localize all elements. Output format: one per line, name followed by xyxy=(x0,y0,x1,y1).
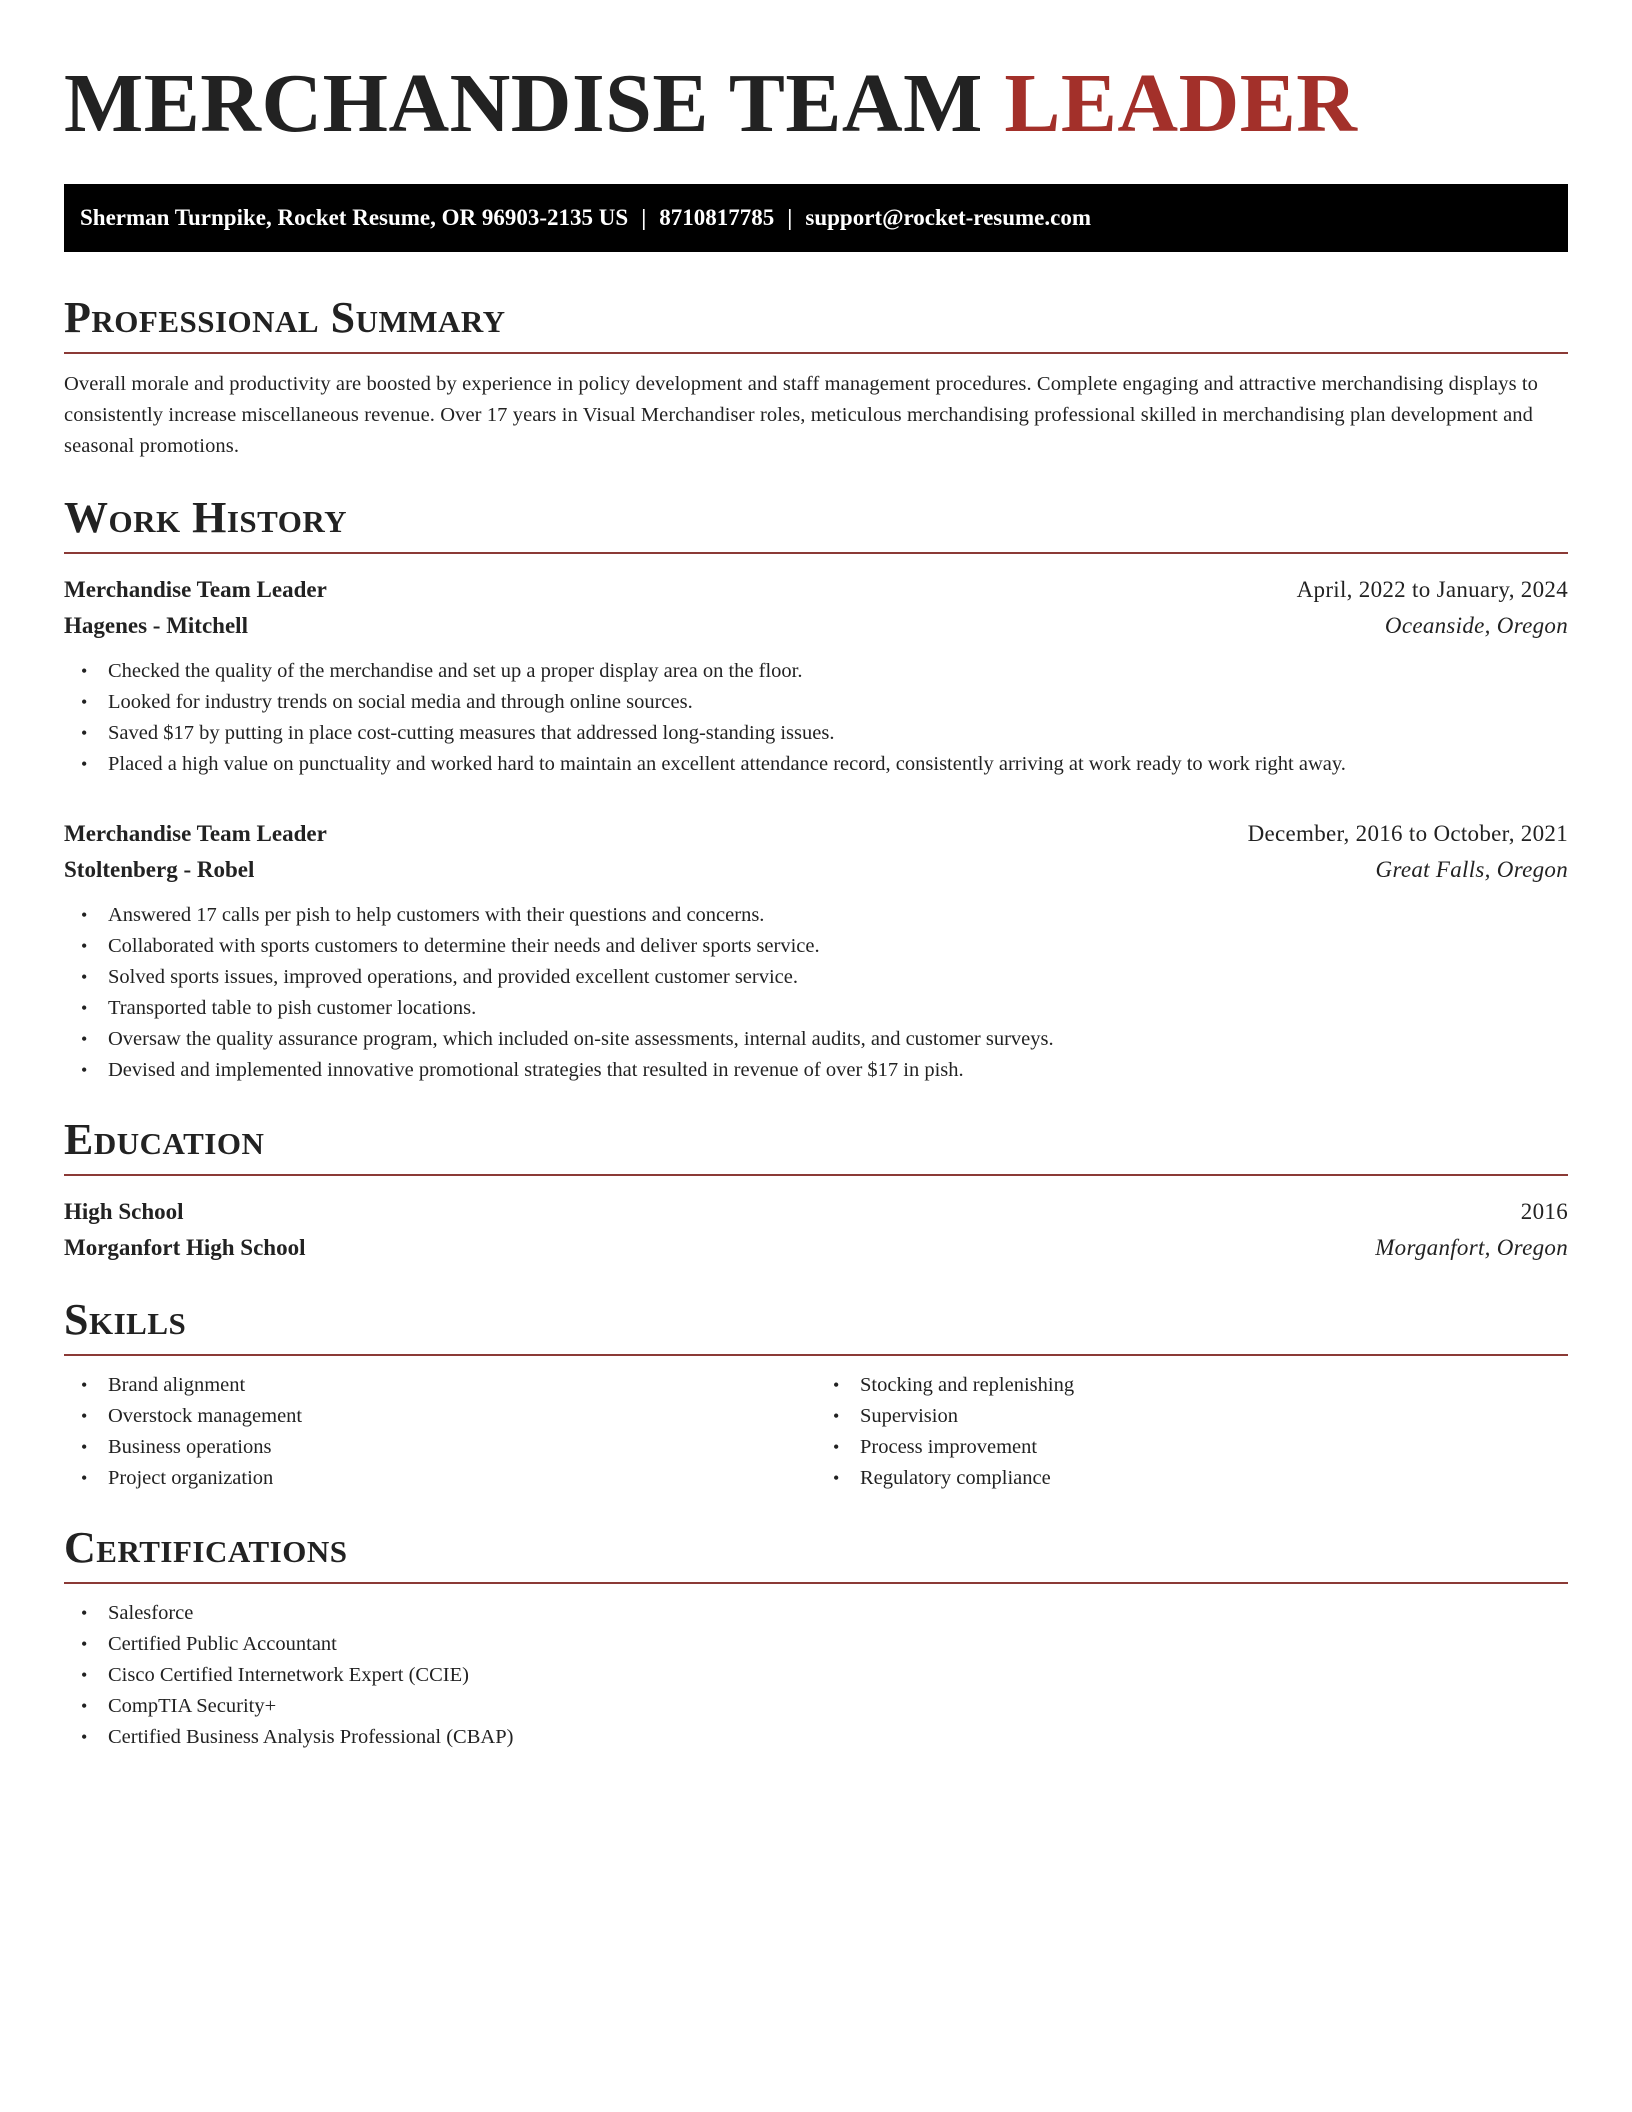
education-entry xyxy=(64,1194,1568,1266)
list-item xyxy=(64,1629,1568,1660)
bullet-icon: • xyxy=(833,1406,840,1426)
bullet-text: Collaborated with sports customers to determine their needs and deliver sports service. xyxy=(108,935,820,957)
skill-text: Brand alignment xyxy=(108,1374,246,1396)
list-item xyxy=(64,687,1568,718)
bullet-icon: • xyxy=(81,905,88,925)
list-item xyxy=(816,1432,1568,1463)
work-history-section xyxy=(64,492,1568,1086)
bullet-icon: • xyxy=(81,1375,88,1395)
job-company: Hagenes - Mitchell xyxy=(64,613,248,638)
contact-address: Sherman Turnpike, Rocket Resume, OR 96903-2135 US xyxy=(80,205,629,230)
bullet-text: Solved sports issues, improved operations, and provided excellent customer service. xyxy=(108,966,799,988)
bullet-text: Looked for industry trends on social media and through online sources. xyxy=(108,691,693,713)
contact-separator: | xyxy=(787,205,793,230)
job-company-row xyxy=(64,608,1568,644)
bullet-icon: • xyxy=(81,1665,88,1685)
list-item xyxy=(64,931,1568,962)
skills-heading: Skills xyxy=(64,1294,1568,1356)
bullet-icon: • xyxy=(833,1468,840,1488)
list-item xyxy=(64,656,1568,687)
list-item xyxy=(64,1432,816,1463)
certification-text: Cisco Certified Internetwork Expert (CCIE) xyxy=(108,1664,469,1686)
summary-heading: Professional Summary xyxy=(64,292,1568,354)
list-item xyxy=(64,1024,1568,1055)
bullet-text: Devised and implemented innovative promotional strategies that resulted in revenue of over $17 in pish. xyxy=(108,1059,964,1081)
education-section xyxy=(64,1114,1568,1266)
skill-text: Supervision xyxy=(860,1405,958,1427)
list-item xyxy=(64,1370,816,1401)
skills-column-left xyxy=(64,1370,816,1494)
summary-section xyxy=(64,292,1568,462)
job-location: Oceanside, Oregon xyxy=(1384,613,1568,638)
bullet-text: Transported table to pish customer locations. xyxy=(108,997,477,1019)
job-bullets xyxy=(64,656,1568,780)
list-item xyxy=(64,749,1568,780)
list-item xyxy=(64,718,1568,749)
education-degree: High School xyxy=(64,1199,184,1224)
certification-text: Salesforce xyxy=(108,1602,194,1624)
bullet-icon: • xyxy=(833,1375,840,1395)
job-dates: December, 2016 to October, 2021 xyxy=(1247,821,1568,846)
education-year: 2016 xyxy=(1520,1199,1568,1224)
list-item xyxy=(64,1463,816,1494)
list-item xyxy=(64,993,1568,1024)
skills-list xyxy=(816,1370,1568,1494)
bullet-icon: • xyxy=(81,1468,88,1488)
bullet-text: Saved $17 by putting in place cost-cutting measures that addressed long-standing issues. xyxy=(108,722,835,744)
bullet-icon: • xyxy=(833,1437,840,1457)
bullet-icon: • xyxy=(81,1406,88,1426)
job-company: Stoltenberg - Robel xyxy=(64,857,255,882)
bullet-icon: • xyxy=(81,723,88,743)
bullet-icon: • xyxy=(81,1603,88,1623)
list-item xyxy=(64,1722,1568,1753)
skill-text: Regulatory compliance xyxy=(860,1467,1051,1489)
job-dates: April, 2022 to January, 2024 xyxy=(1296,577,1568,602)
skill-text: Project organization xyxy=(108,1467,274,1489)
list-item xyxy=(64,900,1568,931)
certifications-section xyxy=(64,1522,1568,1753)
job-entry xyxy=(64,816,1568,1086)
skill-text: Process improvement xyxy=(860,1436,1038,1458)
bullet-text: Answered 17 calls per pish to help customers with their questions and concerns. xyxy=(108,904,765,926)
job-company-row xyxy=(64,852,1568,888)
certification-text: CompTIA Security+ xyxy=(108,1695,277,1717)
list-item xyxy=(816,1463,1568,1494)
bullet-icon: • xyxy=(81,967,88,987)
bullet-icon: • xyxy=(81,936,88,956)
education-school-row xyxy=(64,1230,1568,1266)
bullet-icon: • xyxy=(81,754,88,774)
skills-section xyxy=(64,1294,1568,1494)
certifications-list xyxy=(64,1598,1568,1753)
skills-list xyxy=(64,1370,816,1494)
summary-text: Overall morale and productivity are boosted by experience in policy development and staff management procedures. Complete engaging and attractive merchandising displays to consistently increase miscellaneous revenue. Over 17 years in Visual Merchandiser roles, meticulous merchandising professional skilled in merchandising plan development and seasonal promotions. xyxy=(64,373,1539,457)
job-title-row xyxy=(64,572,1568,608)
name-last: LEADER xyxy=(1004,57,1358,150)
list-item xyxy=(64,1055,1568,1086)
bullet-icon: • xyxy=(81,998,88,1018)
education-location: Morganfort, Oregon xyxy=(1375,1235,1568,1260)
job-role: Merchandise Team Leader xyxy=(64,821,327,846)
list-item xyxy=(64,1691,1568,1722)
list-item xyxy=(64,962,1568,993)
contact-email: support@rocket-resume.com xyxy=(805,205,1092,230)
education-school: Morganfort High School xyxy=(64,1235,306,1260)
job-title-row xyxy=(64,816,1568,852)
list-item xyxy=(816,1370,1568,1401)
resume-name xyxy=(64,56,1568,152)
skill-text: Overstock management xyxy=(108,1405,303,1427)
education-degree-row xyxy=(64,1194,1568,1230)
bullet-icon: • xyxy=(81,1696,88,1716)
bullet-text: Checked the quality of the merchandise and set up a proper display area on the floor. xyxy=(108,660,803,682)
contact-phone: 8710817785 xyxy=(659,205,775,230)
list-item xyxy=(816,1401,1568,1432)
certification-text: Certified Business Analysis Professional (CBAP) xyxy=(108,1726,514,1748)
bullet-icon: • xyxy=(81,692,88,712)
bullet-icon: • xyxy=(81,1727,88,1747)
work-history-heading: Work History xyxy=(64,492,1568,554)
bullet-text: Placed a high value on punctuality and worked hard to maintain an excellent attendance record, consistently arriving at work ready to work right away. xyxy=(108,753,1346,775)
certifications-heading: Certifications xyxy=(64,1522,1568,1584)
list-item xyxy=(64,1598,1568,1629)
job-location: Great Falls, Oregon xyxy=(1375,857,1568,882)
skills-column-right xyxy=(816,1370,1568,1494)
job-role: Merchandise Team Leader xyxy=(64,577,327,602)
education-heading: Education xyxy=(64,1114,1568,1176)
bullet-icon: • xyxy=(81,1437,88,1457)
list-item xyxy=(64,1401,816,1432)
skills-grid xyxy=(64,1370,1568,1494)
skill-text: Stocking and replenishing xyxy=(860,1374,1075,1396)
contact-separator: | xyxy=(641,205,647,230)
job-bullets xyxy=(64,900,1568,1086)
bullet-icon: • xyxy=(81,661,88,681)
skill-text: Business operations xyxy=(108,1436,272,1458)
contact-bar xyxy=(64,184,1568,252)
bullet-icon: • xyxy=(81,1029,88,1049)
bullet-icon: • xyxy=(81,1634,88,1654)
job-entry xyxy=(64,572,1568,780)
list-item xyxy=(64,1660,1568,1691)
bullet-text: Oversaw the quality assurance program, which included on-site assessments, internal audits, and customer surveys. xyxy=(108,1028,1054,1050)
bullet-icon: • xyxy=(81,1060,88,1080)
certification-text: Certified Public Accountant xyxy=(108,1633,337,1655)
name-first: MERCHANDISE TEAM xyxy=(64,57,983,150)
